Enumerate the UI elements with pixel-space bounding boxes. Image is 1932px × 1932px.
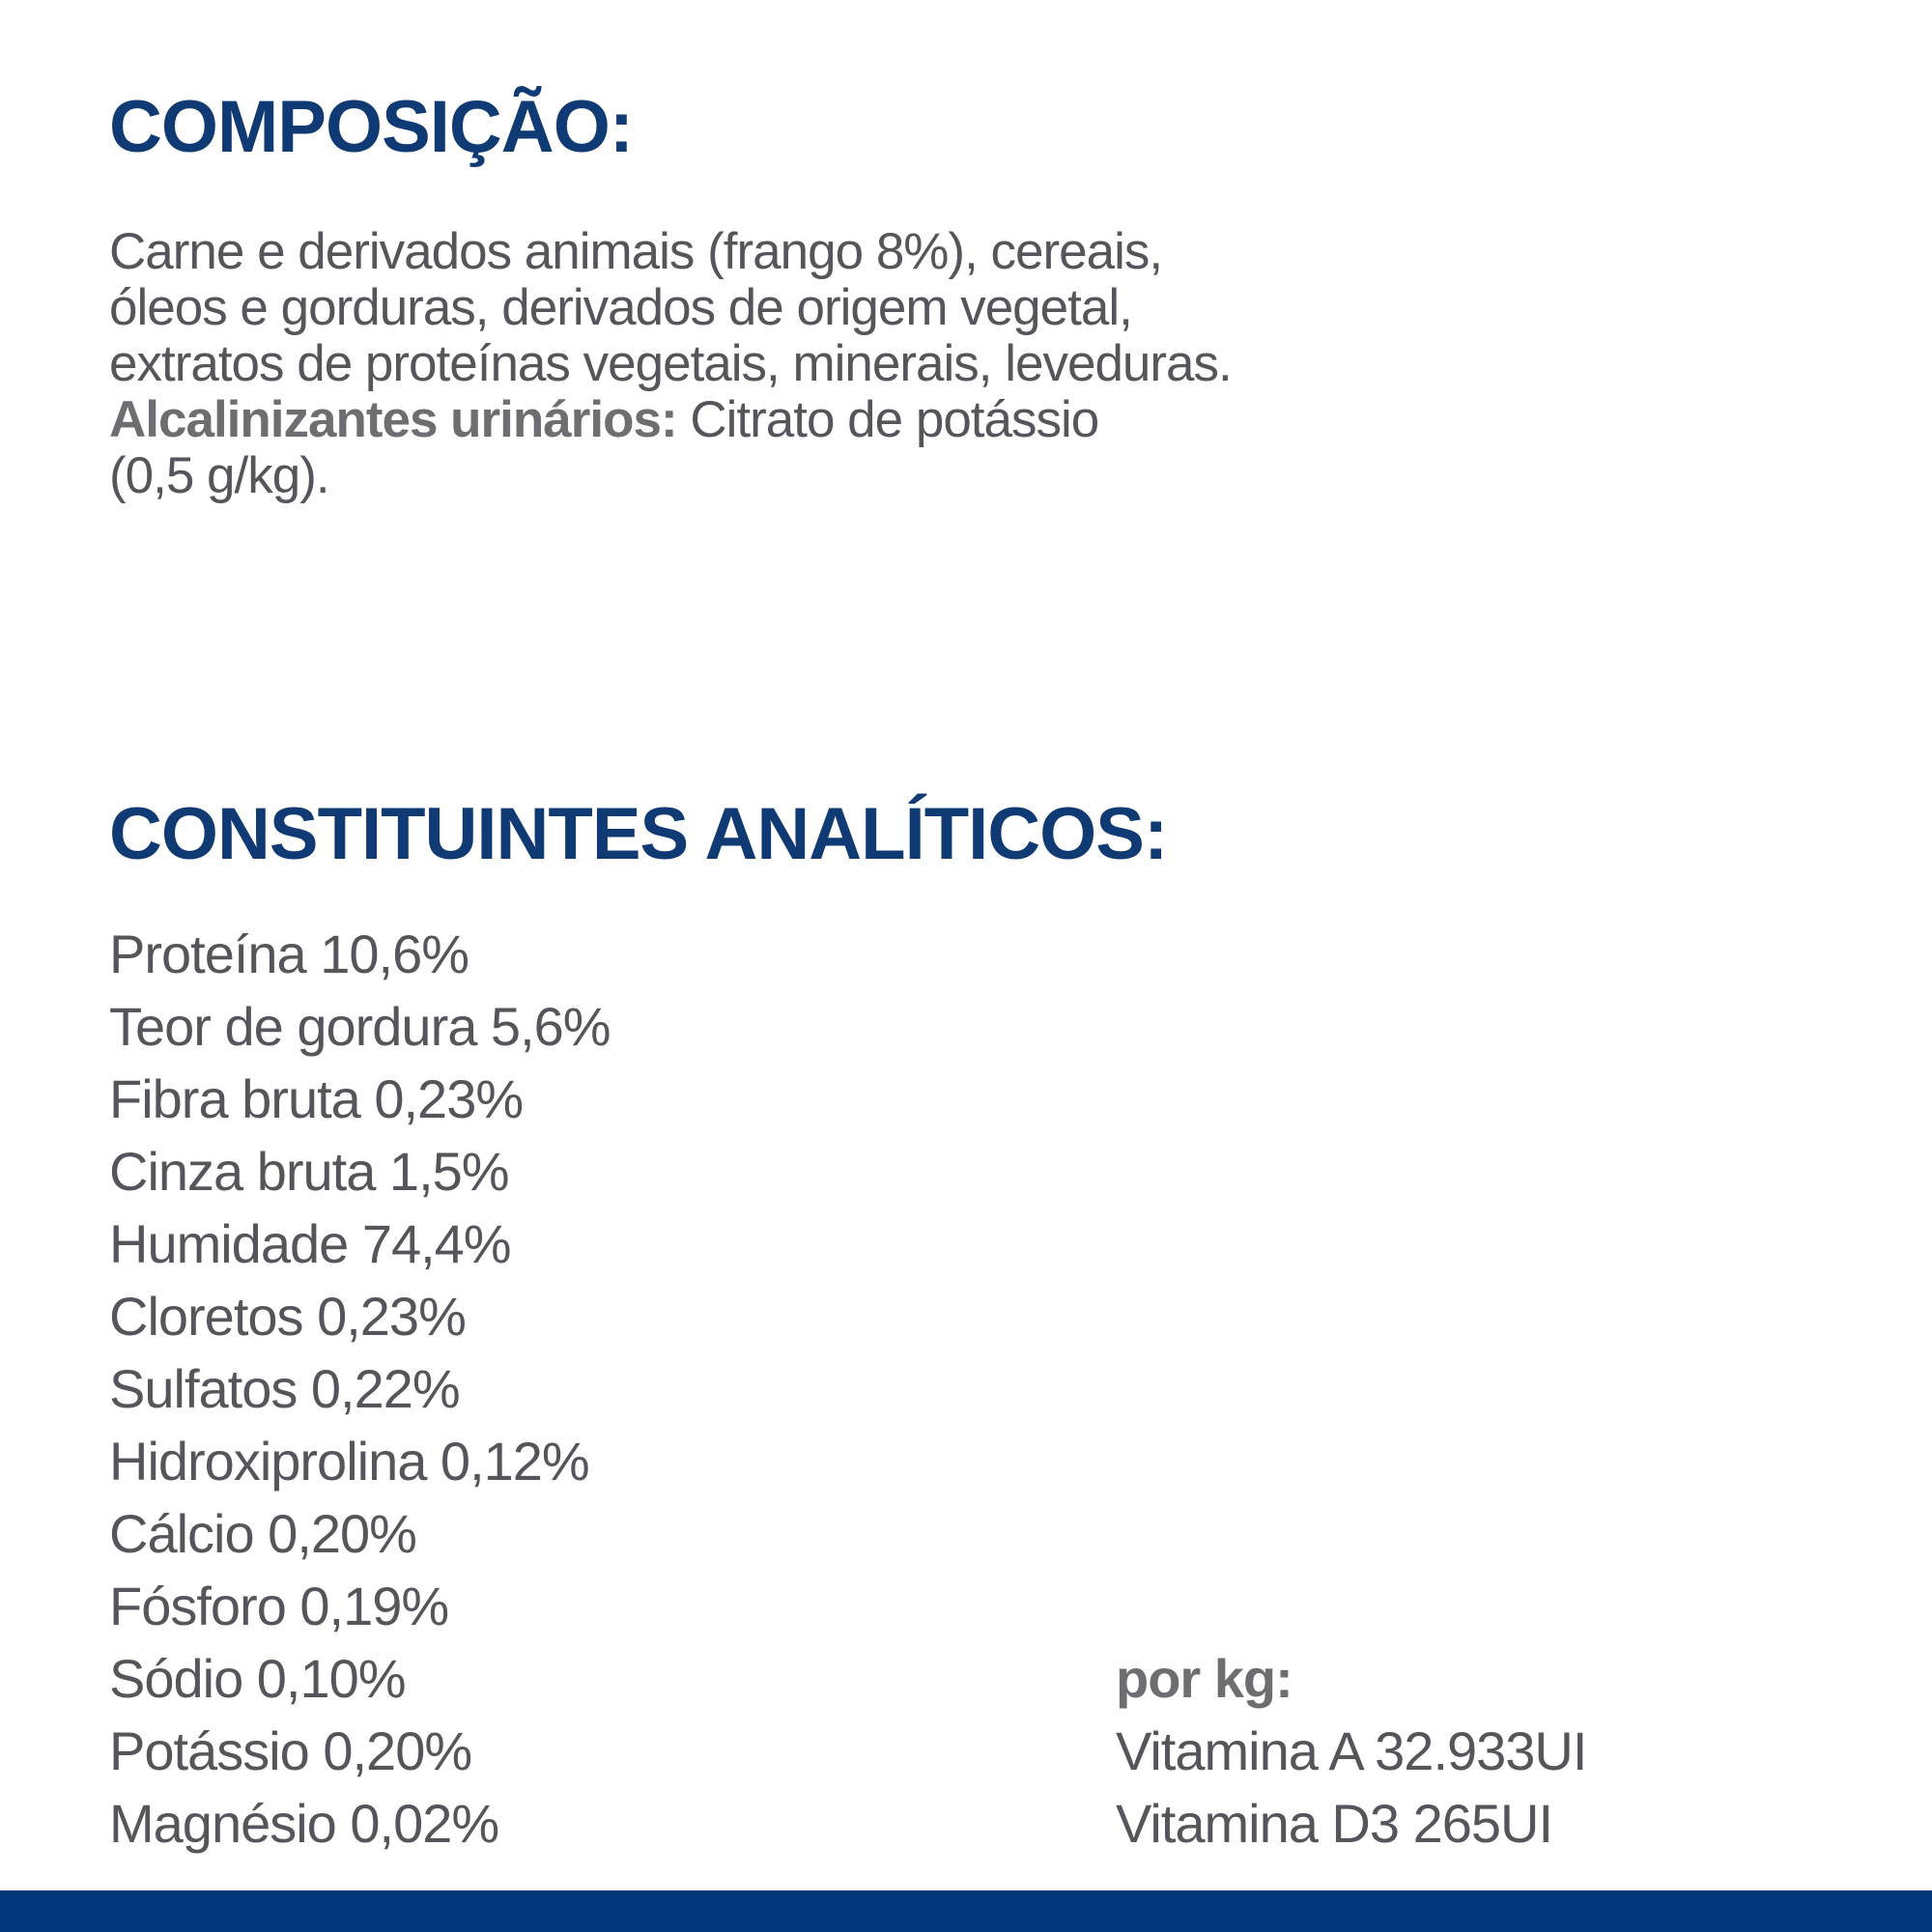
analytical-item-sulfates: Sulfatos 0,22% — [109, 1358, 460, 1419]
analytical-item-moisture: Humidade 74,4% — [109, 1213, 511, 1274]
per-kg-block — [1116, 1642, 1586, 1860]
composition-line-5: (0,5 g/kg). — [109, 447, 329, 504]
analytical-item-phosphorus: Fósforo 0,19% — [109, 1576, 449, 1636]
analytical-item-magnesium: Magnésio 0,02% — [109, 1793, 499, 1854]
analytical-item-chlorides: Cloretos 0,23% — [109, 1286, 466, 1347]
composition-line-1: Carne e derivados animais (frango 8%), cereais, — [109, 223, 1163, 280]
bottom-blue-bar — [0, 1890, 1932, 1932]
analytical-item-fat: Teor de gordura 5,6% — [109, 996, 611, 1057]
analytical-item-potassium: Potássio 0,20% — [109, 1720, 472, 1781]
analytical-constituents-list — [109, 918, 611, 1860]
analytical-item-crude-ash: Cinza bruta 1,5% — [109, 1141, 509, 1202]
urinary-alkalizers-label: Alcalinizantes urinários: — [109, 391, 677, 448]
per-kg-item-vitamin-d3: Vitamina D3 265UI — [1116, 1793, 1552, 1854]
analytical-item-crude-fibre: Fibra bruta 0,23% — [109, 1068, 524, 1129]
per-kg-item-vitamin-a: Vitamina A 32.933UI — [1116, 1720, 1587, 1781]
analytical-item-protein: Proteína 10,6% — [109, 923, 469, 984]
per-kg-heading: por kg: — [1116, 1648, 1293, 1709]
analytical-item-sodium: Sódio 0,10% — [109, 1648, 406, 1709]
composition-line-4 — [109, 392, 1558, 448]
analytical-item-hydroxyproline: Hidroxiprolina 0,12% — [109, 1431, 589, 1492]
composition-heading: COMPOSIÇÃO: — [109, 86, 634, 168]
composition-line-2: óleos e gorduras, derivados de origem vegetal, — [109, 279, 1132, 336]
analytical-item-calcium: Cálcio 0,20% — [109, 1503, 416, 1564]
urinary-alkalizers-value: Citrato de potássio — [690, 391, 1099, 448]
composition-line-3: extratos de proteínas vegetais, minerais, leveduras. — [109, 335, 1232, 392]
composition-paragraph — [109, 224, 1558, 504]
analytical-constituents-heading: CONSTITUINTES ANALÍTICOS: — [109, 793, 1168, 875]
